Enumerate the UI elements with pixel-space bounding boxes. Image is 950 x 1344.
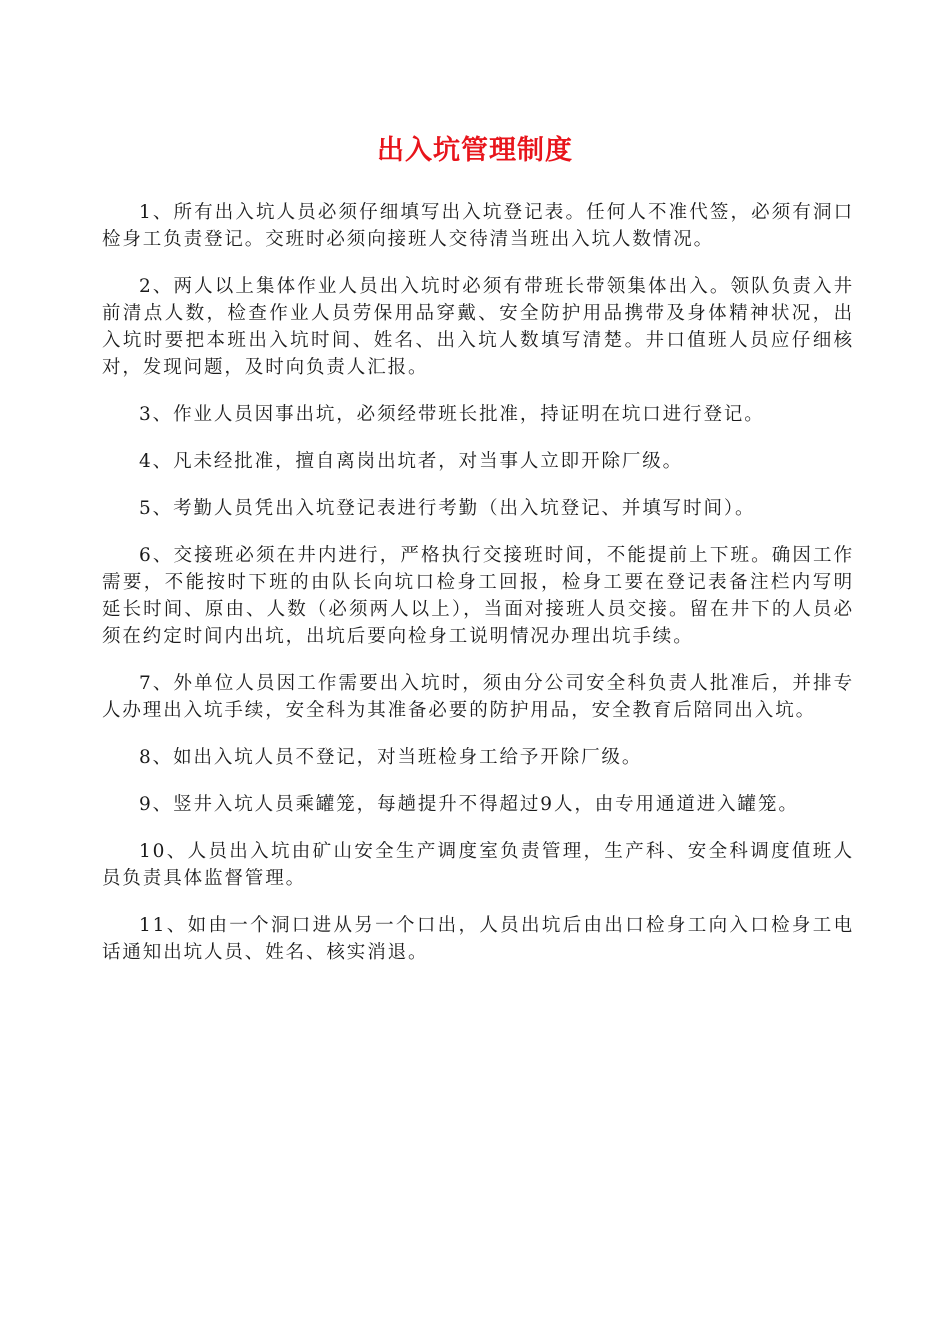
paragraph-11: 11、如由一个洞口进从另一个口出，人员出坑后由出口检身工向入口检身工电话通知出坑人员、姓名、核实消退。 — [102, 915, 854, 963]
document-title: 出入坑管理制度 — [377, 135, 573, 166]
paragraph-9: 9、竖井入坑人员乘罐笼，每趟提升不得超过9人，由专用通道进入罐笼。 — [139, 794, 799, 815]
paragraph-10: 10、人员出入坑由矿山安全生产调度室负责管理，生产科、安全科调度值班人员负责具体监督管理。 — [102, 841, 854, 889]
document-body — [102, 199, 854, 986]
paragraph-6: 6、交接班必须在井内进行，严格执行交接班时间，不能提前上下班。确因工作需要，不能按时下班的由队长向坑口检身工回报，检身工要在登记表备注栏内写明延长时间、原由、人数（必须两人以上），当面对接班人员交接。留在井下的人员必须在约定时间内出坑，出坑后要向检身工说明情况办理出坑手续。 — [102, 545, 854, 647]
paragraph-8: 8、如出入坑人员不登记，对当班检身工给予开除厂级。 — [139, 747, 643, 768]
paragraph-2: 2、两人以上集体作业人员出入坑时必须有带班长带领集体出入。领队负责入井前清点人数，检查作业人员劳保用品穿戴、安全防护用品携带及身体精神状况，出入坑时要把本班出入坑时间、姓名、出入坑人数填写清楚。井口值班人员应仔细核对，发现问题，及时向负责人汇报。 — [102, 276, 854, 378]
paragraph-7: 7、外单位人员因工作需要出入坑时，须由分公司安全科负责人批准后，并排专人办理出入坑手续，安全科为其准备必要的防护用品，安全教育后陪同出入坑。 — [102, 673, 854, 721]
paragraph-4: 4、凡未经批准，擅自离岗出坑者，对当事人立即开除厂级。 — [139, 451, 684, 472]
paragraph-3: 3、作业人员因事出坑，必须经带班长批准，持证明在坑口进行登记。 — [139, 404, 765, 425]
paragraph-5: 5、考勤人员凭出入坑登记表进行考勤（出入坑登记、并填写时间）。 — [139, 498, 756, 519]
paragraph-1: 1、所有出入坑人员必须仔细填写出入坑登记表。任何人不准代签，必须有洞口检身工负责登记。交班时必须向接班人交待清当班出入坑人数情况。 — [102, 202, 854, 250]
